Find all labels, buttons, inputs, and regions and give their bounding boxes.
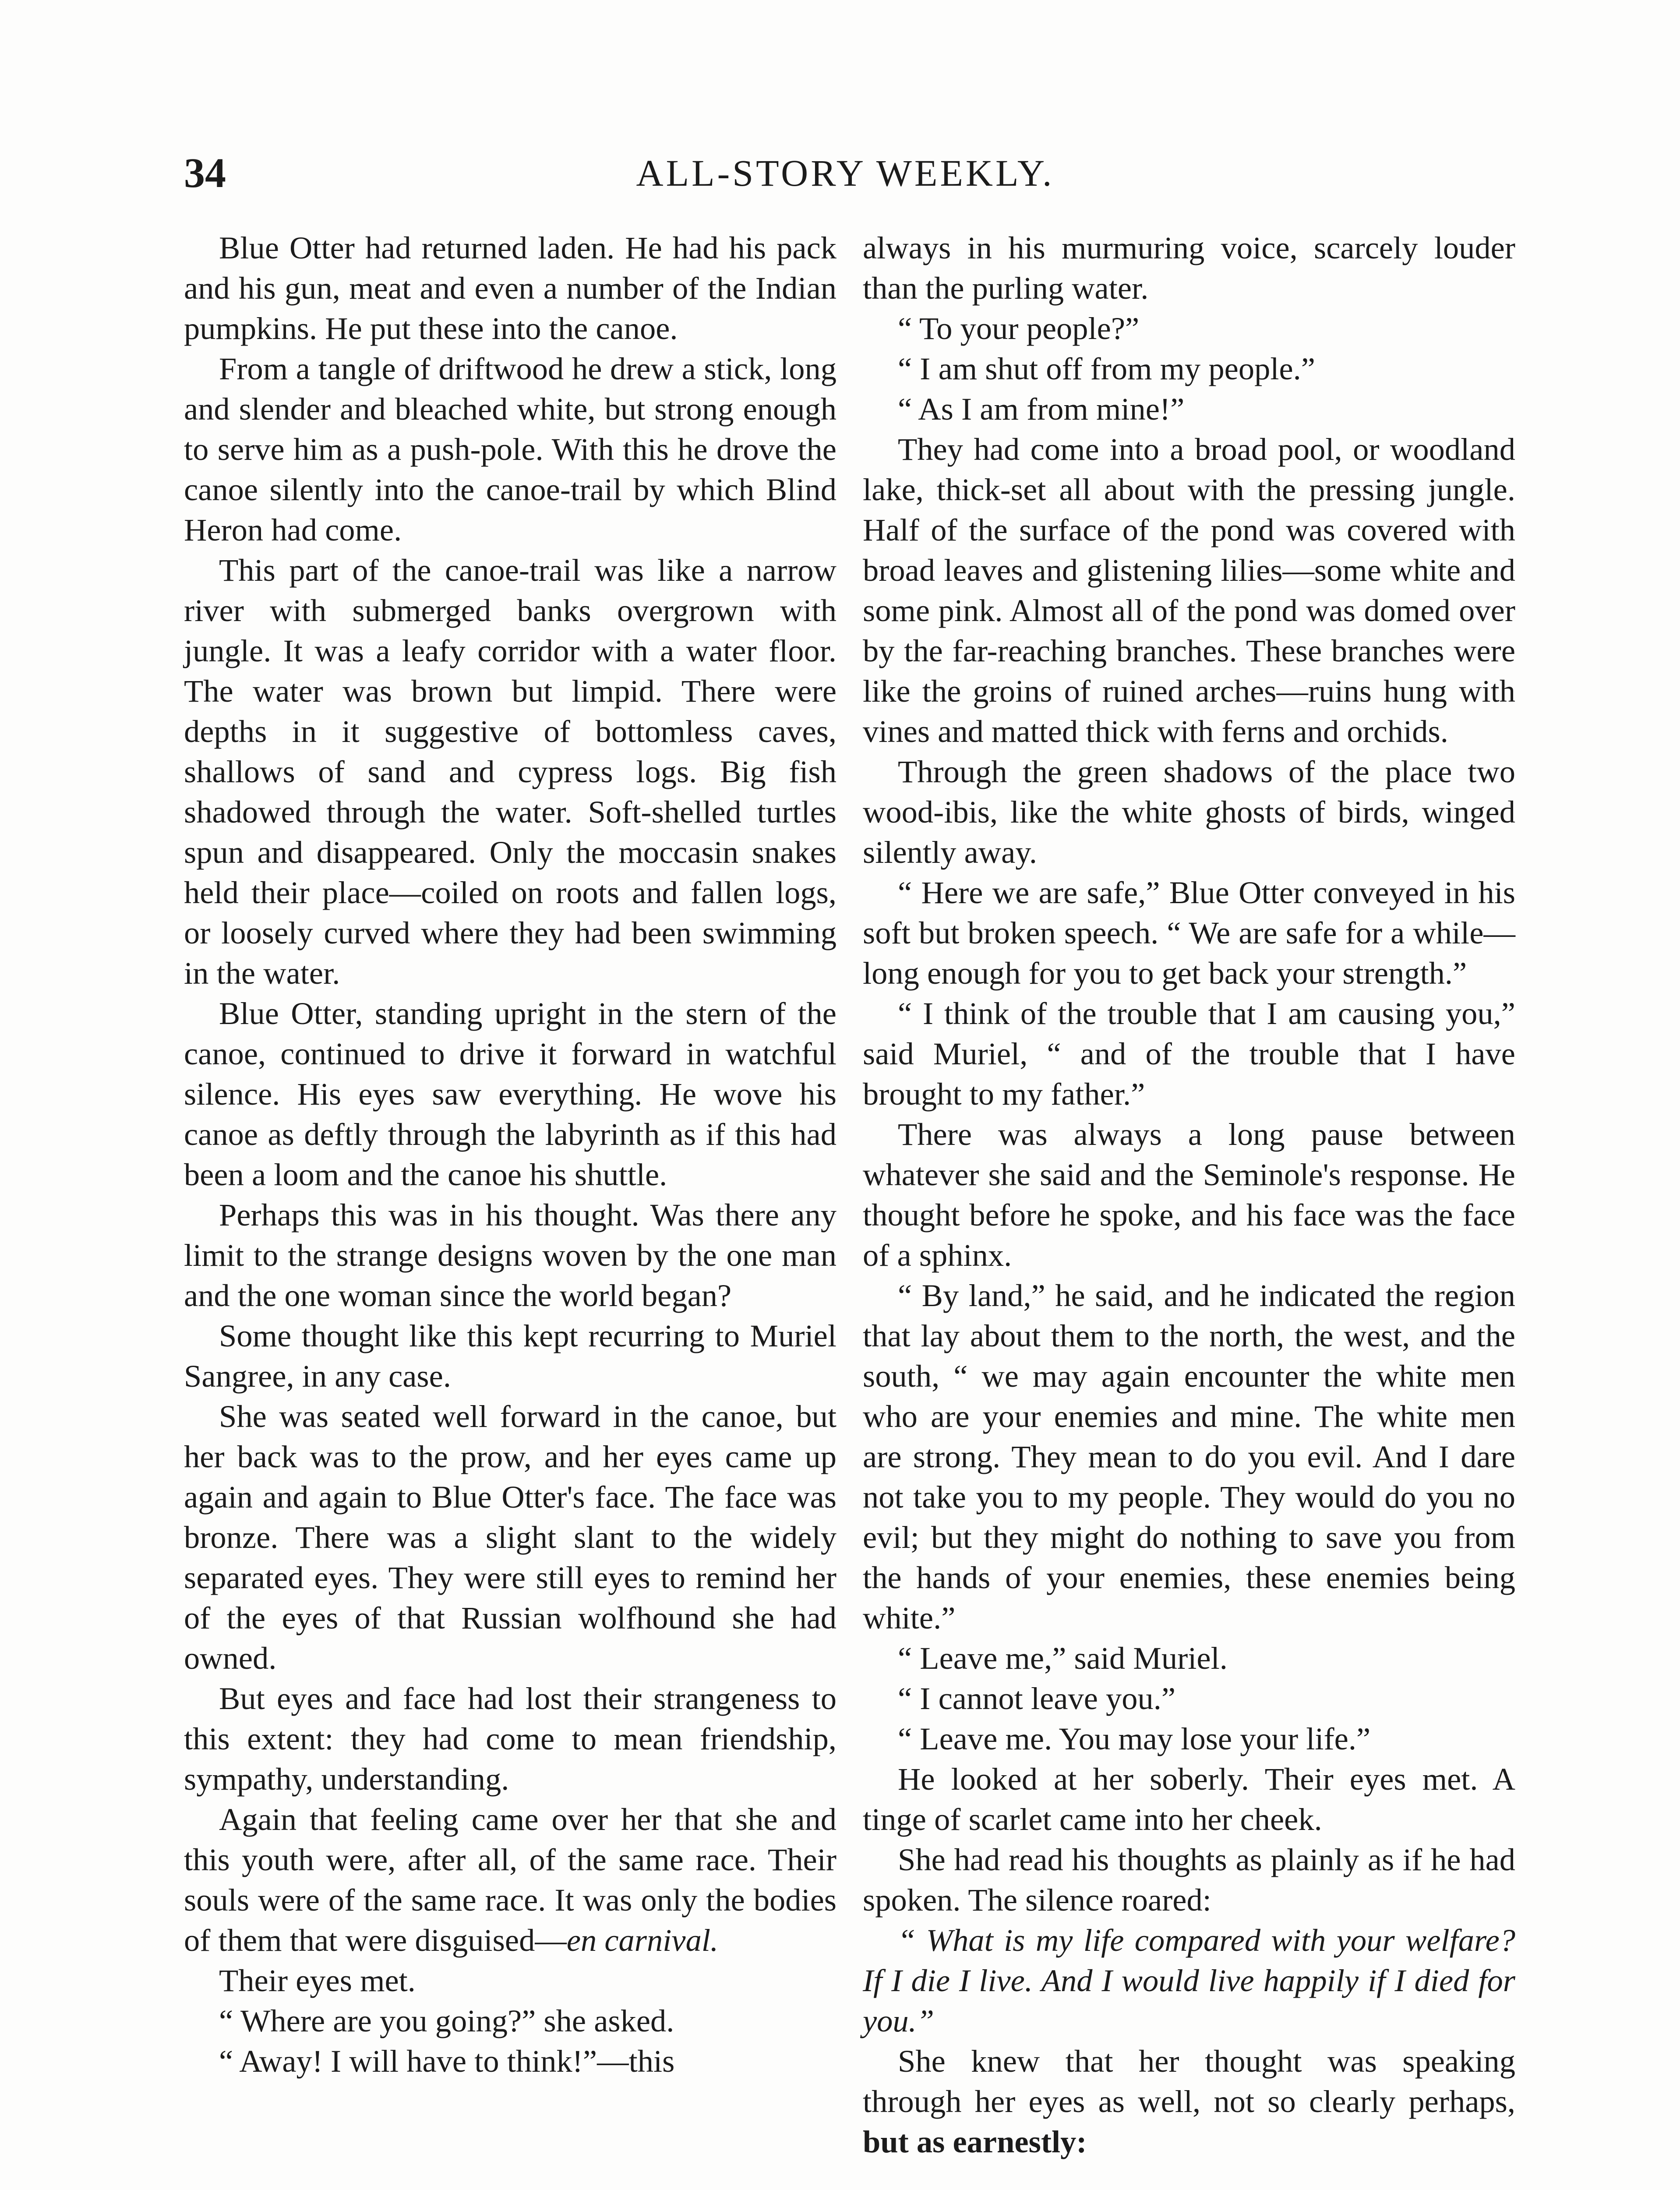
paragraph <box>184 1799 836 1960</box>
right-column <box>863 228 1515 2190</box>
paragraph: There was always a long pause between whatever she said and the Seminole's response. He thought before he spoke, and his face was the face of a sphinx. <box>863 1116 1515 1273</box>
paragraph: He looked at her soberly. Their eyes met. A tinge of scarlet came into her cheek. <box>863 1761 1515 1837</box>
left-column <box>184 228 836 2190</box>
paragraph: “ As I am from mine!” <box>898 391 1185 427</box>
paragraph: Through the green shadows of the place two wood-ibis, like the white ghosts of birds, winged silently away. <box>863 754 1515 870</box>
paragraph: “ Here we are safe,” Blue Otter conveyed in his soft but broken speech. “ We are safe for a while—long enough for you to get back your strength.” <box>863 875 1515 991</box>
paragraph: But eyes and face had lost their strangeness to this extent: they had come to mean friendship, sympathy, understanding. <box>184 1681 836 1797</box>
paragraph: “ To your people?” <box>898 311 1140 346</box>
running-head: ALL-STORY WEEKLY. <box>636 152 1055 194</box>
paragraph: “ Leave me,” said Muriel. <box>898 1640 1228 1676</box>
paragraph <box>863 2041 1515 2162</box>
paragraph: This part of the canoe-trail was like a narrow river with submerged banks overgrown with jungle. It was a leafy corridor with a water floor. The water was brown but limpid. There were depths in it suggestive of bottomless caves, shallows of sand and cypress logs. Big fish shadowed through the water. Soft-shelled turtles spun and disappeared. Only the moccasin snakes held their place—coiled on roots and fallen logs, or loosely curved where they had been swimming in the water. <box>184 552 836 991</box>
paragraph: They had come into a broad pool, or woodland lake, thick-set all about with the pressing jungle. Half of the surface of the pond was covered with broad leaves and glistening lilies—some white and some pink. Almost all of the pond was domed over by the far-reaching branches. These branches were like the groins of ruined arches—ruins hung with vines and matted thick with ferns and orchids. <box>863 431 1515 749</box>
paragraph-text: Again that feeling came over her that she and this youth were, after all, of the same race. Their souls were of the same race. It was only the bodies of them that were disguised— <box>184 1801 836 1958</box>
italic-phrase: en carnival. <box>566 1922 719 1958</box>
paragraph-text: She knew that her thought was speaking through her eyes as well, not so clearly perhaps, <box>863 2043 1515 2119</box>
paragraph: “ I think of the trouble that I am causing you,” said Muriel, “ and of the trouble that I have brought to my father.” <box>863 996 1515 1112</box>
paragraph: Some thought like this kept recurring to Muriel Sangree, in any case. <box>184 1318 836 1394</box>
page-number: 34 <box>184 149 226 196</box>
bold-phrase: but as earnestly: <box>863 2124 1087 2159</box>
paragraph: She had read his thoughts as plainly as if he had spoken. The silence roared: <box>863 1842 1515 1918</box>
italic-quote: “ What is my life compared with your welfare? If I die I live. And I would live happily if I died for you.” <box>863 1922 1515 2038</box>
paragraph: Their eyes met. <box>219 1963 416 1998</box>
paragraph: Perhaps this was in his thought. Was there any limit to the strange designs woven by the one man and the one woman since the world began? <box>184 1197 836 1313</box>
paragraph: “ By land,” he said, and he indicated the region that lay about them to the north, the west, and the south, “ we may again encounter the white men who are your enemies and mine. The white men are strong. They mean to do you evil. And I dare not take you to my people. They would do you no evil; but they might do nothing to save you from the hands of your enemies, these enemies being white.” <box>863 1278 1515 1635</box>
page-header <box>184 145 1507 201</box>
paragraph: “ Where are you going?” she asked. <box>219 2003 674 2038</box>
paragraph: Blue Otter had returned laden. He had his pack and his gun, meat and even a number of the Indian pumpkins. He put these into the canoe. <box>184 230 836 346</box>
paragraph: Blue Otter, standing upright in the stern of the canoe, continued to drive it forward in watchful silence. His eyes saw everything. He wove his canoe as deftly through the labyrinth as if this had been a loom and the canoe his shuttle. <box>184 996 836 1192</box>
paragraph-continuation: always in his murmuring voice, scarcely louder than the purling water. <box>863 230 1515 306</box>
paragraph: “ Away! I will have to think!”—this <box>219 2043 675 2079</box>
paragraph: “ Leave me. You may lose your life.” <box>898 1721 1371 1756</box>
paragraph: “ I cannot leave you.” <box>898 1681 1176 1716</box>
paragraph: She was seated well forward in the canoe, but her back was to the prow, and her eyes came up again and again to Blue Otter's face. The face was bronze. There was a slight slant to the widely separated eyes. They were still eyes to remind her of the eyes of that Russian wolfhound she had owned. <box>184 1399 836 1676</box>
paragraph: From a tangle of driftwood he drew a stick, long and slender and bleached white, but strong enough to serve him as a push-pole. With this he drove the canoe silently into the canoe-trail by which Blind Heron had come. <box>184 351 836 548</box>
paragraph: “ I am shut off from my people.” <box>898 351 1315 386</box>
